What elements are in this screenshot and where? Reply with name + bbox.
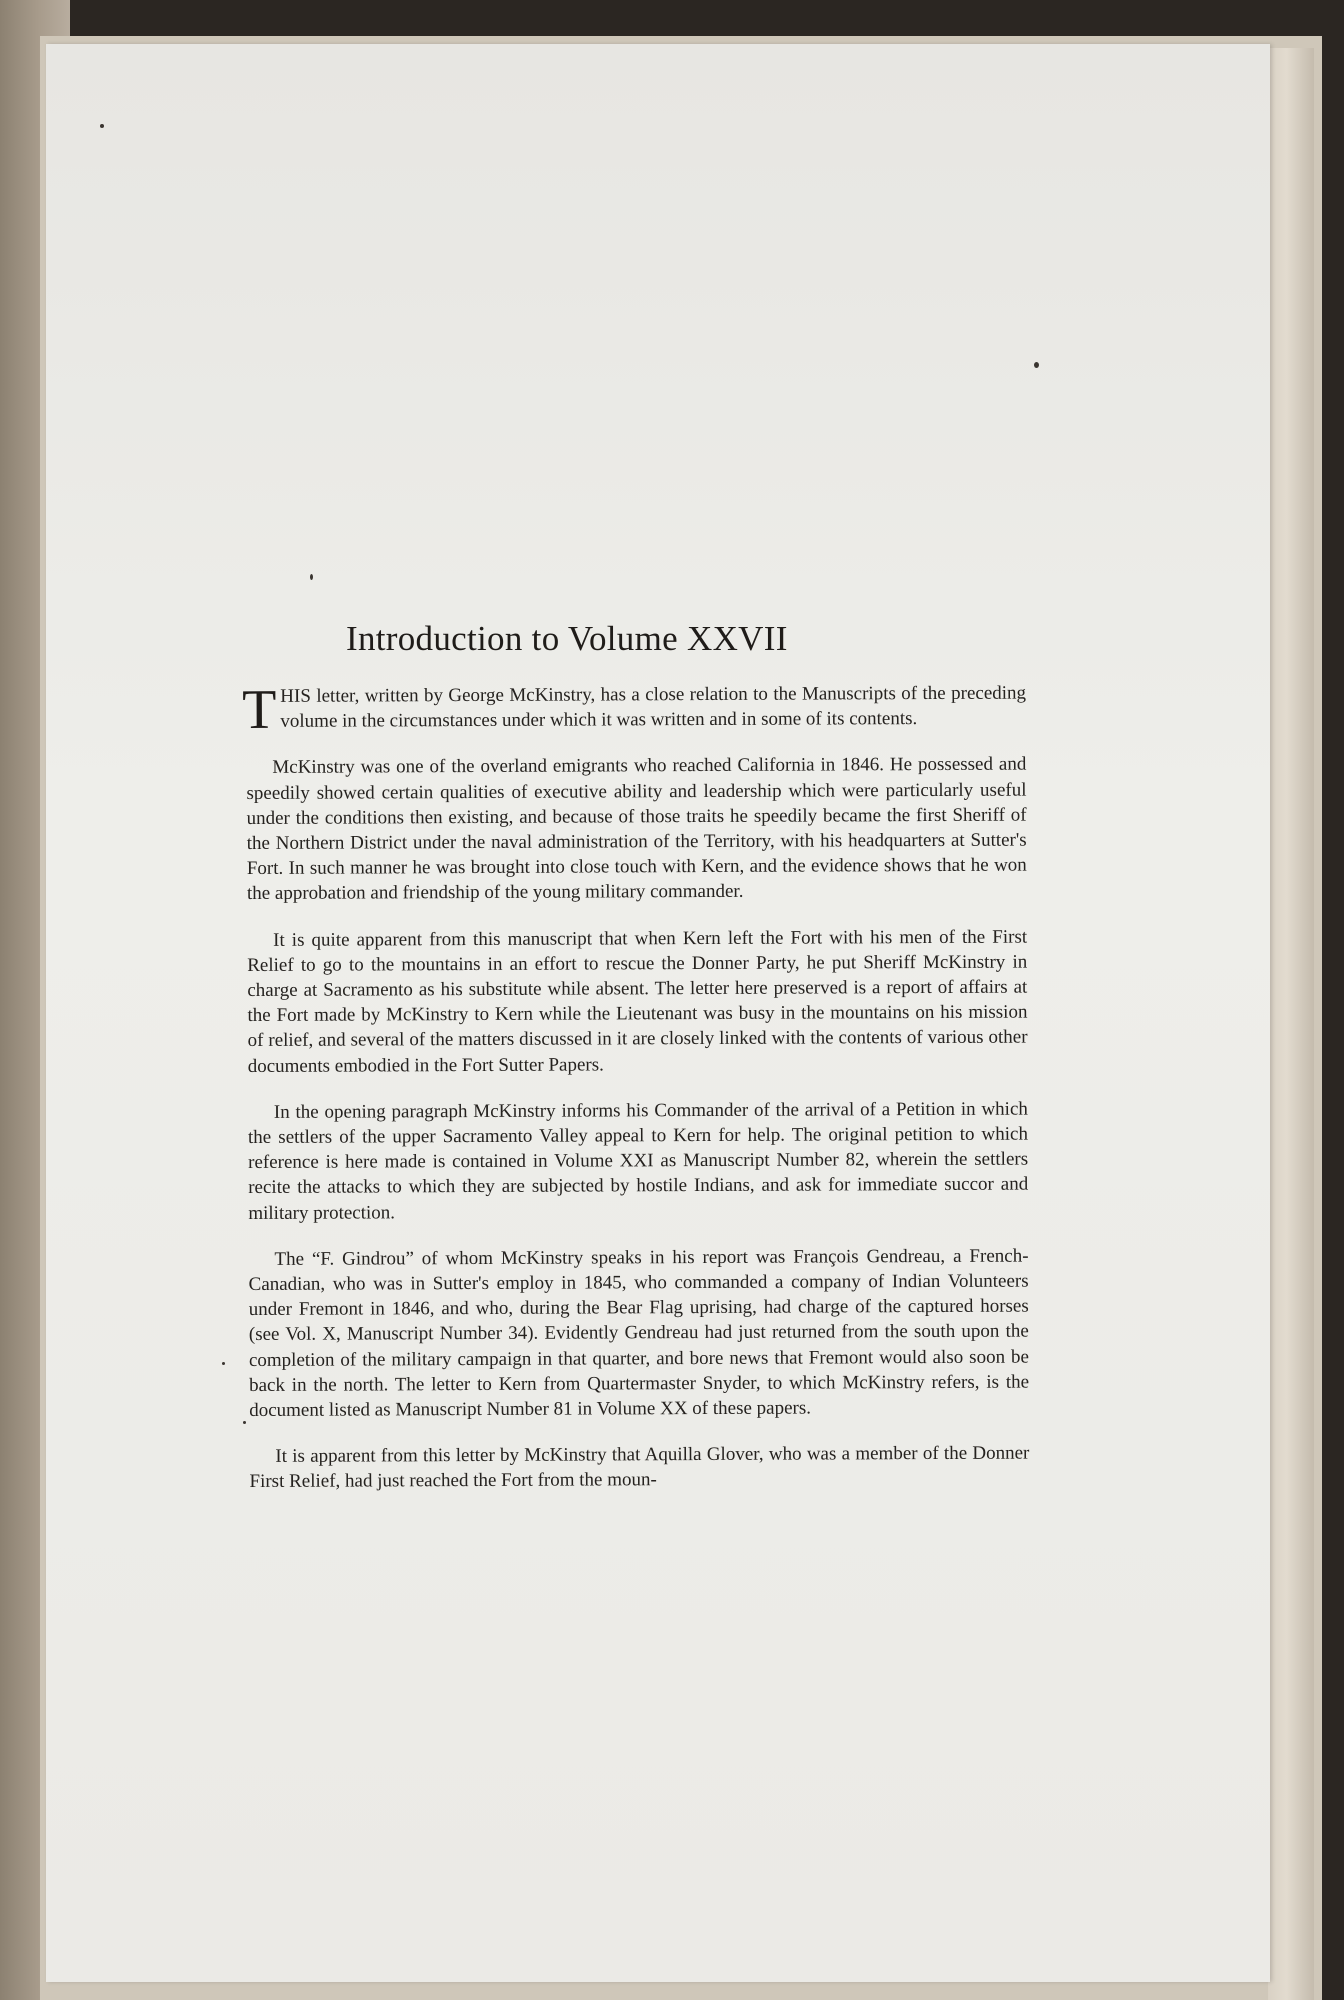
page-speck <box>310 574 313 580</box>
drop-cap: T <box>241 678 277 742</box>
body-text <box>241 678 1030 1516</box>
book-page <box>46 44 1270 1982</box>
paragraph-1 <box>241 678 1027 742</box>
paragraph-6: It is apparent from this letter by McKinstry that Aquilla Glover, who was a member of the Donner First Relief, had just reached the Fort from the moun- <box>249 1442 1030 1493</box>
paragraph-4: In the opening paragraph McKinstry informs his Commander of the arrival of a Petition in which the settlers of the upper Sacramento Valley appeal to Kern for help. The original petition to which reference is here made is contained in Volume XXI as Manuscript Number 82, wherein the settlers recite the attacks to which they are subjected by hostile Indians, and ask for immediate succor and military protection. <box>247 1098 1029 1224</box>
paragraph-1-text: HIS letter, written by George McKinstry, has a close relation to the Manuscripts of the preceding volume in the circumstances under which it was written and in some of its contents. <box>280 682 1027 733</box>
page-speck <box>100 124 104 128</box>
page-stack-edge <box>1268 48 1314 2000</box>
page-speck <box>243 1421 246 1424</box>
paragraph-5: The “F. Gindrou” of whom McKinstry speaks in his report was François Gendreau, a French-Canadian, who was in Sutter's employ in 1845, who commanded a company of Indian Volunteers under Fremont in 1846, and who, during the Bear Flag uprising, had charge of the captured horses (see Vol. X, Manuscript Number 34). Evidently Gendreau had just returned from the south upon the completion of the military campaign in that quarter, and bore news that Fremont would also soon be back in the north. The letter to Kern from Quartermaster Snyder, to which McKinstry refers, is the document listed as Manuscript Number 81 in Volume XX of these papers. <box>248 1245 1030 1422</box>
paragraph-2: McKinstry was one of the overland emigrants who reached California in 1846. He possessed and speedily showed certain qualities of executive ability and leadership which were particularly useful under the conditions then existing, and because of those traits he speedily became the first Sheriff of the Northern District under the naval administration of the Territory, with his headquarters at Sutter's Fort. In such manner he was brought into close touch with Kern, and the evidence shows that he won the approbation and friendship of the young military commander. <box>246 754 1027 905</box>
page-speck <box>1034 362 1039 368</box>
paragraph-3: It is quite apparent from this manuscript that when Kern left the Fort with his men of the First Relief to go to the mountains in an effort to rescue the Donner Party, he put Sheriff McKinstry in charge at Sacramento as his substitute while absent. The letter here preserved is a report of affairs at the Fort made by McKinstry to Kern while the Lieutenant was busy in the mountains on his mission of relief, and several of the matters discussed in it are closely linked with the contents of various other documents embodied in the Fort Sutter Papers. <box>247 926 1028 1077</box>
page-title: Introduction to Volume XXVII <box>346 619 788 658</box>
page-speck <box>222 1362 225 1365</box>
